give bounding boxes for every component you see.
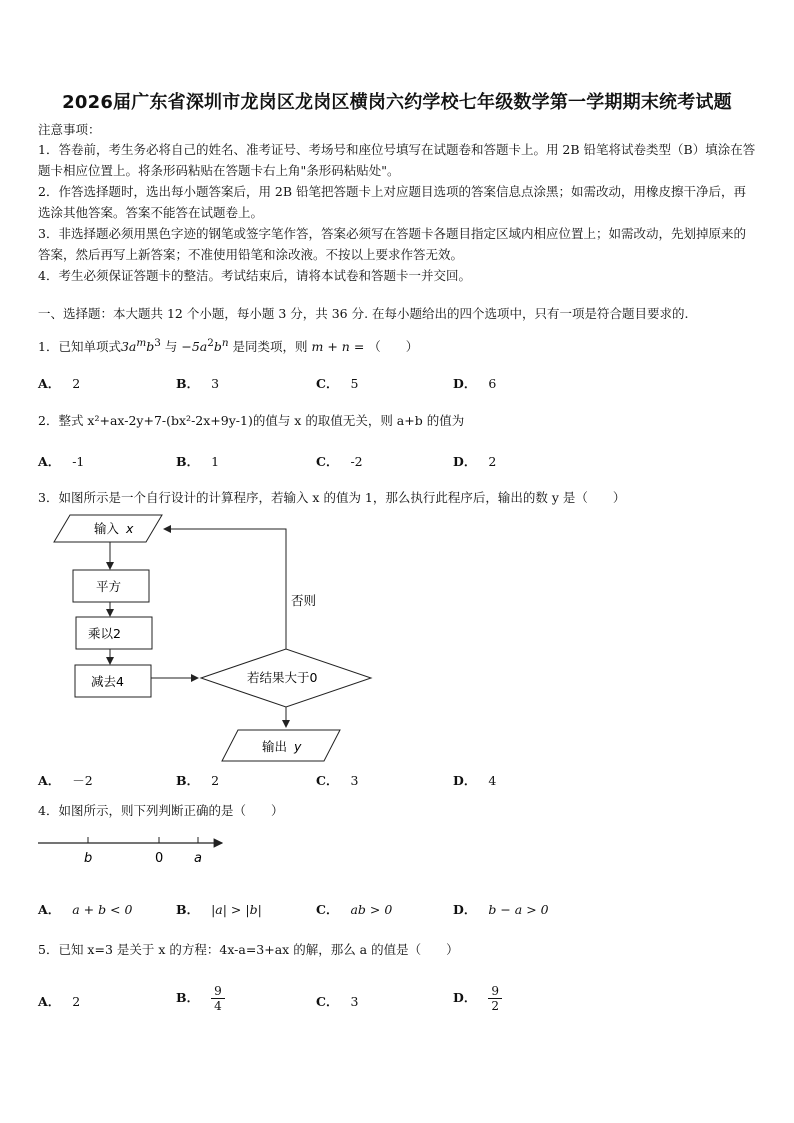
notice-item-4: 4．考生必须保证答题卡的整洁。考试结束后，请将本试卷和答题卡一并交回。	[38, 268, 471, 283]
q5-option-d-fraction: $\frac{9}{2}$	[488, 984, 502, 1013]
question-4: 4．如图所示，则下列判断正确的是（ ）	[38, 803, 284, 818]
label-b: b	[84, 851, 93, 866]
q2-options	[38, 452, 756, 476]
q4-options	[38, 900, 756, 924]
q5-option-b-fraction: $\frac{9}{4}$	[211, 984, 225, 1013]
q1-term2-exp2: n	[221, 337, 229, 349]
q1-option-d[interactable]: D． 6	[453, 376, 497, 391]
q4-option-b[interactable]: B． |a| > |b|	[176, 902, 262, 917]
question-1	[38, 337, 756, 355]
q2-option-d[interactable]: D． 2	[453, 454, 497, 469]
flow-loop-line	[164, 529, 286, 649]
q5-option-c[interactable]: C． 3	[316, 994, 359, 1009]
q1-term2: −5a	[181, 339, 208, 355]
q4-option-d[interactable]: D． b − a > 0	[453, 902, 549, 917]
q2-option-a[interactable]: A． -1	[38, 454, 85, 469]
q1-term1: 3a	[120, 339, 137, 355]
flow-step-subtract-label: 减去4	[91, 674, 124, 689]
section-heading: 一、选择题：本大题共 12 个小题，每小题 3 分，共 36 分. 在每小题给出的四个选项中，只有一项是符合题目要求的.	[38, 306, 689, 321]
flowchart	[38, 510, 378, 770]
q4-option-c[interactable]: C． ab > 0	[316, 902, 393, 917]
flow-input-var: x	[126, 521, 134, 536]
label-zero: 0	[155, 851, 164, 866]
q5-option-d[interactable]: D． $\frac{9}{2}$	[453, 984, 502, 1013]
q1-term2-exp1: 2	[207, 337, 214, 349]
number-line	[36, 830, 236, 870]
q3-option-b[interactable]: B． 2	[176, 773, 220, 788]
flow-output-var: y	[294, 739, 302, 754]
flow-step-square-label: 平方	[96, 579, 122, 594]
q1-option-a[interactable]: A． 2	[38, 376, 81, 391]
flow-decision-label: 若结果大于0	[247, 670, 318, 685]
q1-expr: m + n	[311, 339, 350, 355]
q2-option-c[interactable]: C． -2	[316, 454, 363, 469]
q5-option-a[interactable]: A． 2	[38, 994, 81, 1009]
q1-term1-exp2: 3	[154, 337, 161, 349]
q2-option-b[interactable]: B． 1	[176, 454, 220, 469]
question-5: 5．已知 x=3 是关于 x 的方程：4x-a=3+ax 的解，那么 a 的值是（ ）	[38, 942, 459, 957]
q1-options	[38, 374, 756, 398]
q5-options	[38, 984, 756, 1024]
notice-item-3: 3．非选择题必须用黑色字迹的钢笔或签字笔作答，答案必须写在答题卡各题目指定区域内相应位置上；如需改动，先划掉原来的答案，然后再写上新答案；不准使用铅笔和涂改液。不按以上要求作答无效。	[38, 226, 746, 262]
q1-term1-exp1: m	[136, 337, 147, 349]
flow-output-label: 输出	[262, 739, 288, 754]
q1-term1-var: b	[146, 339, 155, 355]
q1-term2-var: b	[213, 339, 222, 355]
q1-suffix: 是同类项，则	[228, 339, 312, 355]
flow-input-label: 输入	[94, 521, 120, 536]
q3-option-a[interactable]: A． －2	[38, 773, 93, 788]
notice-item-2: 2．作答选择题时，选出每小题答案后，用 2B 铅笔把答题卡上对应题目选项的答案信息点涂黑；如需改动，用橡皮擦干净后，再选涂其他答案。答案不能答在试题卷上。	[38, 184, 747, 220]
q1-tail: = （ ）	[349, 339, 419, 355]
q3-option-d[interactable]: D． 4	[453, 773, 497, 788]
q1-prefix: 1．已知单项式	[38, 339, 121, 355]
label-a: a	[194, 851, 202, 866]
question-2: 2．整式 x²+ax-2y+7-(bx²-2x+9y-1)的值与 x 的取值无关，则 a+b 的值为	[38, 413, 465, 428]
page-title: 2026届广东省深圳市龙岗区龙岗区横岗六约学校七年级数学第一学期期末统考试题	[62, 92, 732, 113]
flow-step-multiply-label: 乘以2	[88, 626, 121, 641]
question-3: 3．如图所示是一个自行设计的计算程序，若输入 x 的值为 1，那么执行此程序后，输出的数 y 是（ ）	[38, 490, 626, 505]
notice-item-1: 1．答卷前，考生务必将自己的姓名、准考证号、考场号和座位号填写在试题卷和答题卡上。用 2B 铅笔将试卷类型（B）填涂在答题卡相应位置上。将条形码粘贴在答题卡右上角"条形码粘贴处"。	[38, 142, 756, 178]
q1-mid: 与	[160, 339, 182, 355]
q3-option-c[interactable]: C． 3	[316, 773, 359, 788]
q1-option-b[interactable]: B． 3	[176, 376, 220, 391]
q4-option-a[interactable]: A． a + b < 0	[38, 902, 133, 917]
q1-option-c[interactable]: C． 5	[316, 376, 359, 391]
flow-no-label: 否则	[291, 593, 317, 608]
notice-heading: 注意事项：	[38, 122, 101, 137]
q3-options	[38, 771, 756, 795]
q5-option-b[interactable]: B． $\frac{9}{4}$	[176, 984, 225, 1013]
